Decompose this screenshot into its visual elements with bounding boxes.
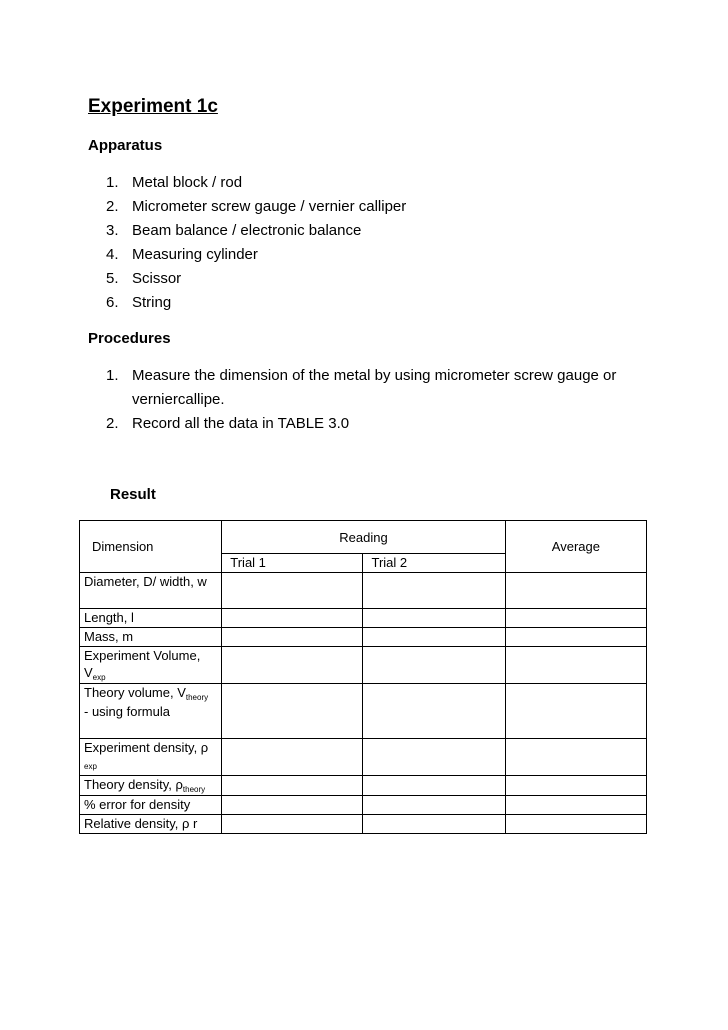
trial-1-cell[interactable] [222, 739, 363, 776]
row-label: Length, l [80, 609, 222, 628]
trial-2-cell[interactable] [363, 815, 505, 834]
average-cell[interactable] [505, 796, 646, 815]
row-label: Relative density, ρ r [80, 815, 222, 834]
table-row [80, 739, 647, 776]
list-item: 1. Measure the dimension of the metal by using micrometer screw gauge or verniercallipe. [106, 367, 617, 408]
list-item: 1. Metal block / rod [106, 174, 243, 191]
trial-1-cell[interactable] [222, 776, 363, 796]
table-row [80, 647, 647, 684]
page-title: Experiment 1c [88, 96, 218, 117]
header-reading: Reading [222, 521, 505, 554]
average-cell[interactable] [505, 815, 646, 834]
apparatus-list [106, 171, 406, 315]
table-row [80, 684, 647, 739]
row-label: Mass, m [80, 628, 222, 647]
list-item: 2. Micrometer screw gauge / vernier calliper [106, 198, 407, 215]
list-item: 6. String [106, 294, 172, 311]
list-item: 3. Beam balance / electronic balance [106, 222, 362, 239]
table-row [80, 815, 647, 834]
average-cell[interactable] [505, 739, 646, 776]
trial-2-cell[interactable] [363, 739, 505, 776]
trial-2-cell[interactable] [363, 776, 505, 796]
average-cell[interactable] [505, 647, 646, 684]
trial-2-cell[interactable] [363, 796, 505, 815]
row-label: Diameter, D/ width, w [80, 573, 222, 609]
table-row [80, 573, 647, 609]
trial-2-cell[interactable] [363, 684, 505, 739]
list-item: 4. Measuring cylinder [106, 246, 258, 263]
procedures-list [106, 364, 652, 436]
result-table [79, 520, 647, 834]
average-cell[interactable] [505, 573, 646, 609]
trial-2-cell[interactable] [363, 609, 505, 628]
list-item: 5. Scissor [106, 270, 182, 287]
average-cell[interactable] [505, 776, 646, 796]
row-label: Experiment density, ρ exp [80, 739, 222, 776]
list-item: 2. Record all the data in TABLE 3.0 [106, 415, 350, 432]
trial-1-cell[interactable] [222, 609, 363, 628]
trial-2-cell[interactable] [363, 628, 505, 647]
trial-2-cell[interactable] [363, 573, 505, 609]
trial-1-cell[interactable] [222, 684, 363, 739]
trial-1-cell[interactable] [222, 573, 363, 609]
procedures-heading: Procedures [88, 330, 171, 347]
average-cell[interactable] [505, 609, 646, 628]
table-row [80, 776, 647, 796]
header-trial-1: Trial 1 [222, 554, 363, 573]
header-trial-2: Trial 2 [363, 554, 505, 573]
apparatus-heading: Apparatus [88, 137, 163, 154]
row-label: Theory volume, $V_{theory}$ - using formula [80, 684, 222, 739]
table-row [80, 796, 647, 815]
trial-1-cell[interactable] [222, 628, 363, 647]
header-dimension: Dimension [80, 521, 222, 573]
table-row [80, 628, 647, 647]
result-heading: Result [110, 486, 156, 503]
trial-2-cell[interactable] [363, 647, 505, 684]
row-label: Theory density, $\rho_{theory}$ [80, 776, 222, 796]
trial-1-cell[interactable] [222, 647, 363, 684]
trial-1-cell[interactable] [222, 815, 363, 834]
trial-1-cell[interactable] [222, 796, 363, 815]
header-average: Average [505, 521, 646, 573]
average-cell[interactable] [505, 628, 646, 647]
table-row [80, 609, 647, 628]
row-label: Experiment Volume, $V_{exp}$ [80, 647, 222, 684]
row-label: % error for density [80, 796, 222, 815]
average-cell[interactable] [505, 684, 646, 739]
